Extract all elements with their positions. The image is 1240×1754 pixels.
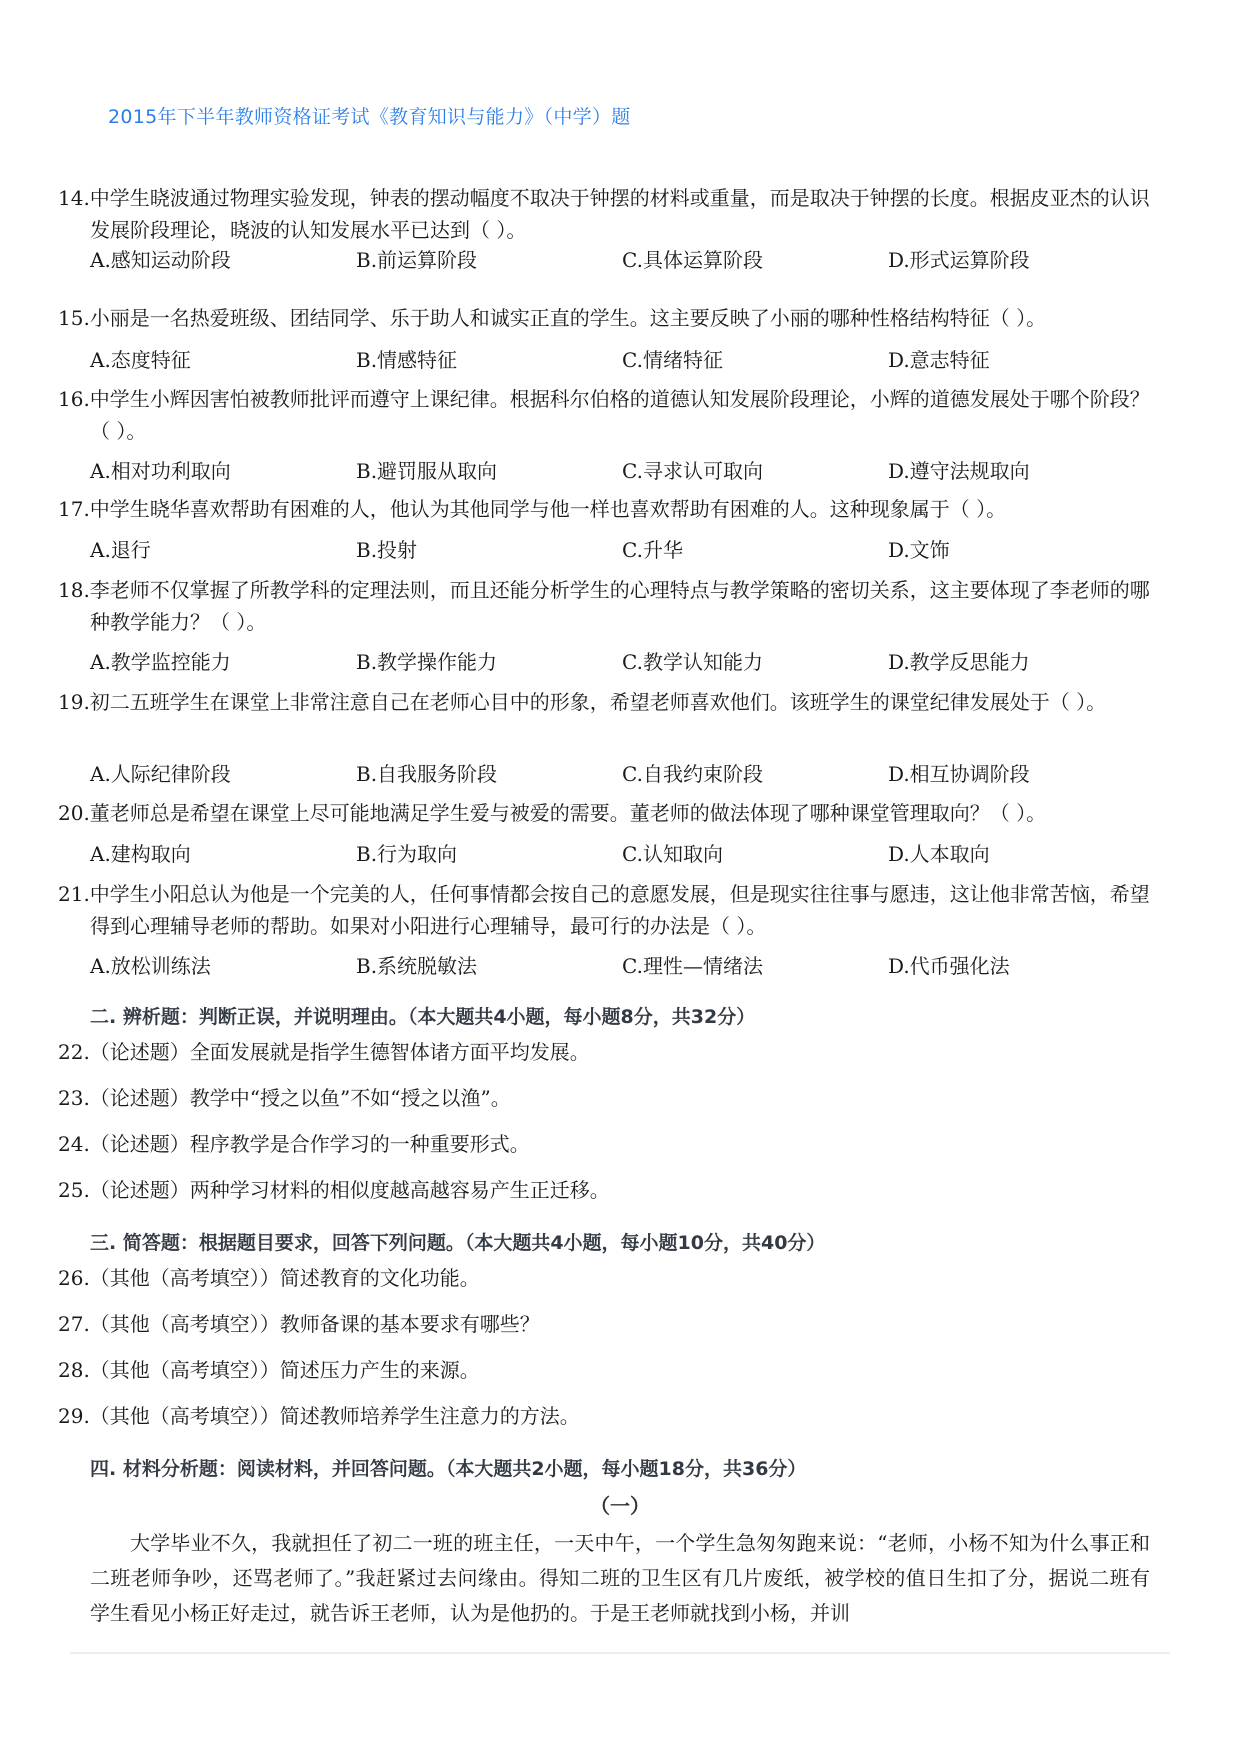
option-d: D.代币强化法 (888, 954, 1010, 978)
option-a: A.放松训练法 (90, 954, 211, 978)
question-21 (58, 878, 1158, 942)
question-28: 28.（其他（高考填空））简述压力产生的来源。 (58, 1358, 480, 1382)
question-15-options (90, 344, 1170, 376)
question-14-options (90, 244, 1170, 276)
option-d: D.遵守法规取向 (888, 459, 1030, 483)
option-a: A.相对功利取向 (90, 459, 231, 483)
question-19 (58, 686, 1158, 718)
option-a: A.人际纪律阶段 (90, 762, 231, 786)
section-heading-4: 四. 材料分析题：阅读材料，并回答问题。（本大题共2小题，每小题18分，共36分） (90, 1458, 807, 1480)
material-paragraph: 大学毕业不久，我就担任了初二一班的班主任，一天中午，一个学生急匆匆跑来说：“老师，小杨不知为什么事正和二班老师争吵，还骂老师了。”我赶紧过去问缘由。得知二班的卫生区有几片废纸，被学校的值日生扣了分，据说二班有学生看见小杨正好走过，就告诉王老师，认为是他扔的。于是王老师就找到小杨，并训 (90, 1531, 1150, 1625)
question-29: 29.（其他（高考填空））简述教师培养学生注意力的方法。 (58, 1404, 580, 1428)
question-26: 26.（其他（高考填空））简述教育的文化功能。 (58, 1266, 480, 1290)
question-stem: 21.中学生小阳总认为他是一个完美的人，任何事情都会按自己的意愿发展，但是现实往往事与愿违，这让他非常苦恼，希望得到心理辅导老师的帮助。如果对小阳进行心理辅导，最可行的办法是（ ）。 (58, 882, 1150, 938)
option-c: C.认知取向 (622, 842, 723, 866)
option-b: B.前运算阶段 (356, 248, 478, 272)
option-b: B.避罚服从取向 (356, 459, 498, 483)
option-b: B.自我服务阶段 (356, 762, 498, 786)
question-20-options (90, 838, 1170, 870)
section-heading-2: 二. 辨析题：判断正误，并说明理由。（本大题共4小题，每小题8分，共32分） (90, 1006, 756, 1028)
option-d: D.形式运算阶段 (888, 248, 1030, 272)
question-stem: 19.初二五班学生在课堂上非常注意自己在老师心目中的形象，希望老师喜欢他们。该班学生的课堂纪律发展处于（ ）。 (58, 690, 1107, 714)
option-b: B.系统脱敏法 (356, 954, 478, 978)
question-stem: 17.中学生晓华喜欢帮助有困难的人，他认为其他同学与他一样也喜欢帮助有困难的人。这种现象属于（ ）。 (58, 497, 1007, 521)
question-24: 24.（论述题）程序教学是合作学习的一种重要形式。 (58, 1132, 530, 1156)
material-subheading: （一） (590, 1494, 650, 1518)
question-17 (58, 493, 1158, 525)
option-a: A.态度特征 (90, 348, 191, 372)
option-d: D.文饰 (888, 538, 950, 562)
question-16-options (90, 455, 1170, 487)
question-19-options (90, 758, 1170, 790)
question-18 (58, 574, 1158, 638)
option-b: B.行为取向 (356, 842, 458, 866)
option-c: C.情绪特征 (622, 348, 723, 372)
page-divider (70, 1652, 1170, 1654)
option-c: C.自我约束阶段 (622, 762, 763, 786)
question-23: 23.（论述题）教学中“授之以鱼”不如“授之以渔”。 (58, 1086, 511, 1110)
section-heading-3: 三. 简答题：根据题目要求，回答下列问题。（本大题共4小题，每小题10分，共40分） (90, 1232, 826, 1254)
question-15 (58, 302, 1158, 334)
question-27: 27.（其他（高考填空））教师备课的基本要求有哪些？ (58, 1312, 540, 1336)
option-a: A.教学监控能力 (90, 650, 231, 674)
option-b: B.情感特征 (356, 348, 458, 372)
question-stem: 16.中学生小辉因害怕被教师批评而遵守上课纪律。根据科尔伯格的道德认知发展阶段理论，小辉的道德发展处于哪个阶段？（ ）。 (58, 387, 1150, 443)
option-d: D.人本取向 (888, 842, 990, 866)
option-c: C.理性—情绪法 (622, 954, 763, 978)
question-stem: 15.小丽是一名热爱班级、团结同学、乐于助人和诚实正直的学生。这主要反映了小丽的哪种性格结构特征（ ）。 (58, 306, 1047, 330)
question-stem: 14.中学生晓波通过物理实验发现，钟表的摆动幅度不取决于钟摆的材料或重量，而是取决于钟摆的长度。根据皮亚杰的认识发展阶段理论，晓波的认知发展水平已达到（ ）。 (58, 186, 1150, 242)
option-b: B.教学操作能力 (356, 650, 498, 674)
option-d: D.意志特征 (888, 348, 990, 372)
option-c: C.教学认知能力 (622, 650, 763, 674)
option-b: B.投射 (356, 538, 418, 562)
question-14 (58, 182, 1158, 246)
option-d: D.教学反思能力 (888, 650, 1030, 674)
question-25: 25.（论述题）两种学习材料的相似度越高越容易产生正迁移。 (58, 1178, 610, 1202)
option-c: C.升华 (622, 538, 683, 562)
document-title: 2015年下半年教师资格证考试《教育知识与能力》（中学）题 (108, 106, 631, 128)
option-c: C.寻求认可取向 (622, 459, 763, 483)
question-stem: 18.李老师不仅掌握了所教学科的定理法则，而且还能分析学生的心理特点与教学策略的密切关系，这主要体现了李老师的哪种教学能力？（ ）。 (58, 578, 1150, 634)
question-18-options (90, 646, 1170, 678)
option-c: C.具体运算阶段 (622, 248, 763, 272)
question-20 (58, 797, 1158, 829)
option-a: A.建构取向 (90, 842, 191, 866)
option-a: A.退行 (90, 538, 151, 562)
option-a: A.感知运动阶段 (90, 248, 231, 272)
question-stem: 20.董老师总是希望在课堂上尽可能地满足学生爱与被爱的需要。董老师的做法体现了哪种课堂管理取向？（ ）。 (58, 801, 1047, 825)
question-21-options (90, 950, 1170, 982)
question-16 (58, 383, 1158, 447)
option-d: D.相互协调阶段 (888, 762, 1030, 786)
question-17-options (90, 534, 1170, 566)
question-22: 22.（论述题）全面发展就是指学生德智体诸方面平均发展。 (58, 1040, 590, 1064)
